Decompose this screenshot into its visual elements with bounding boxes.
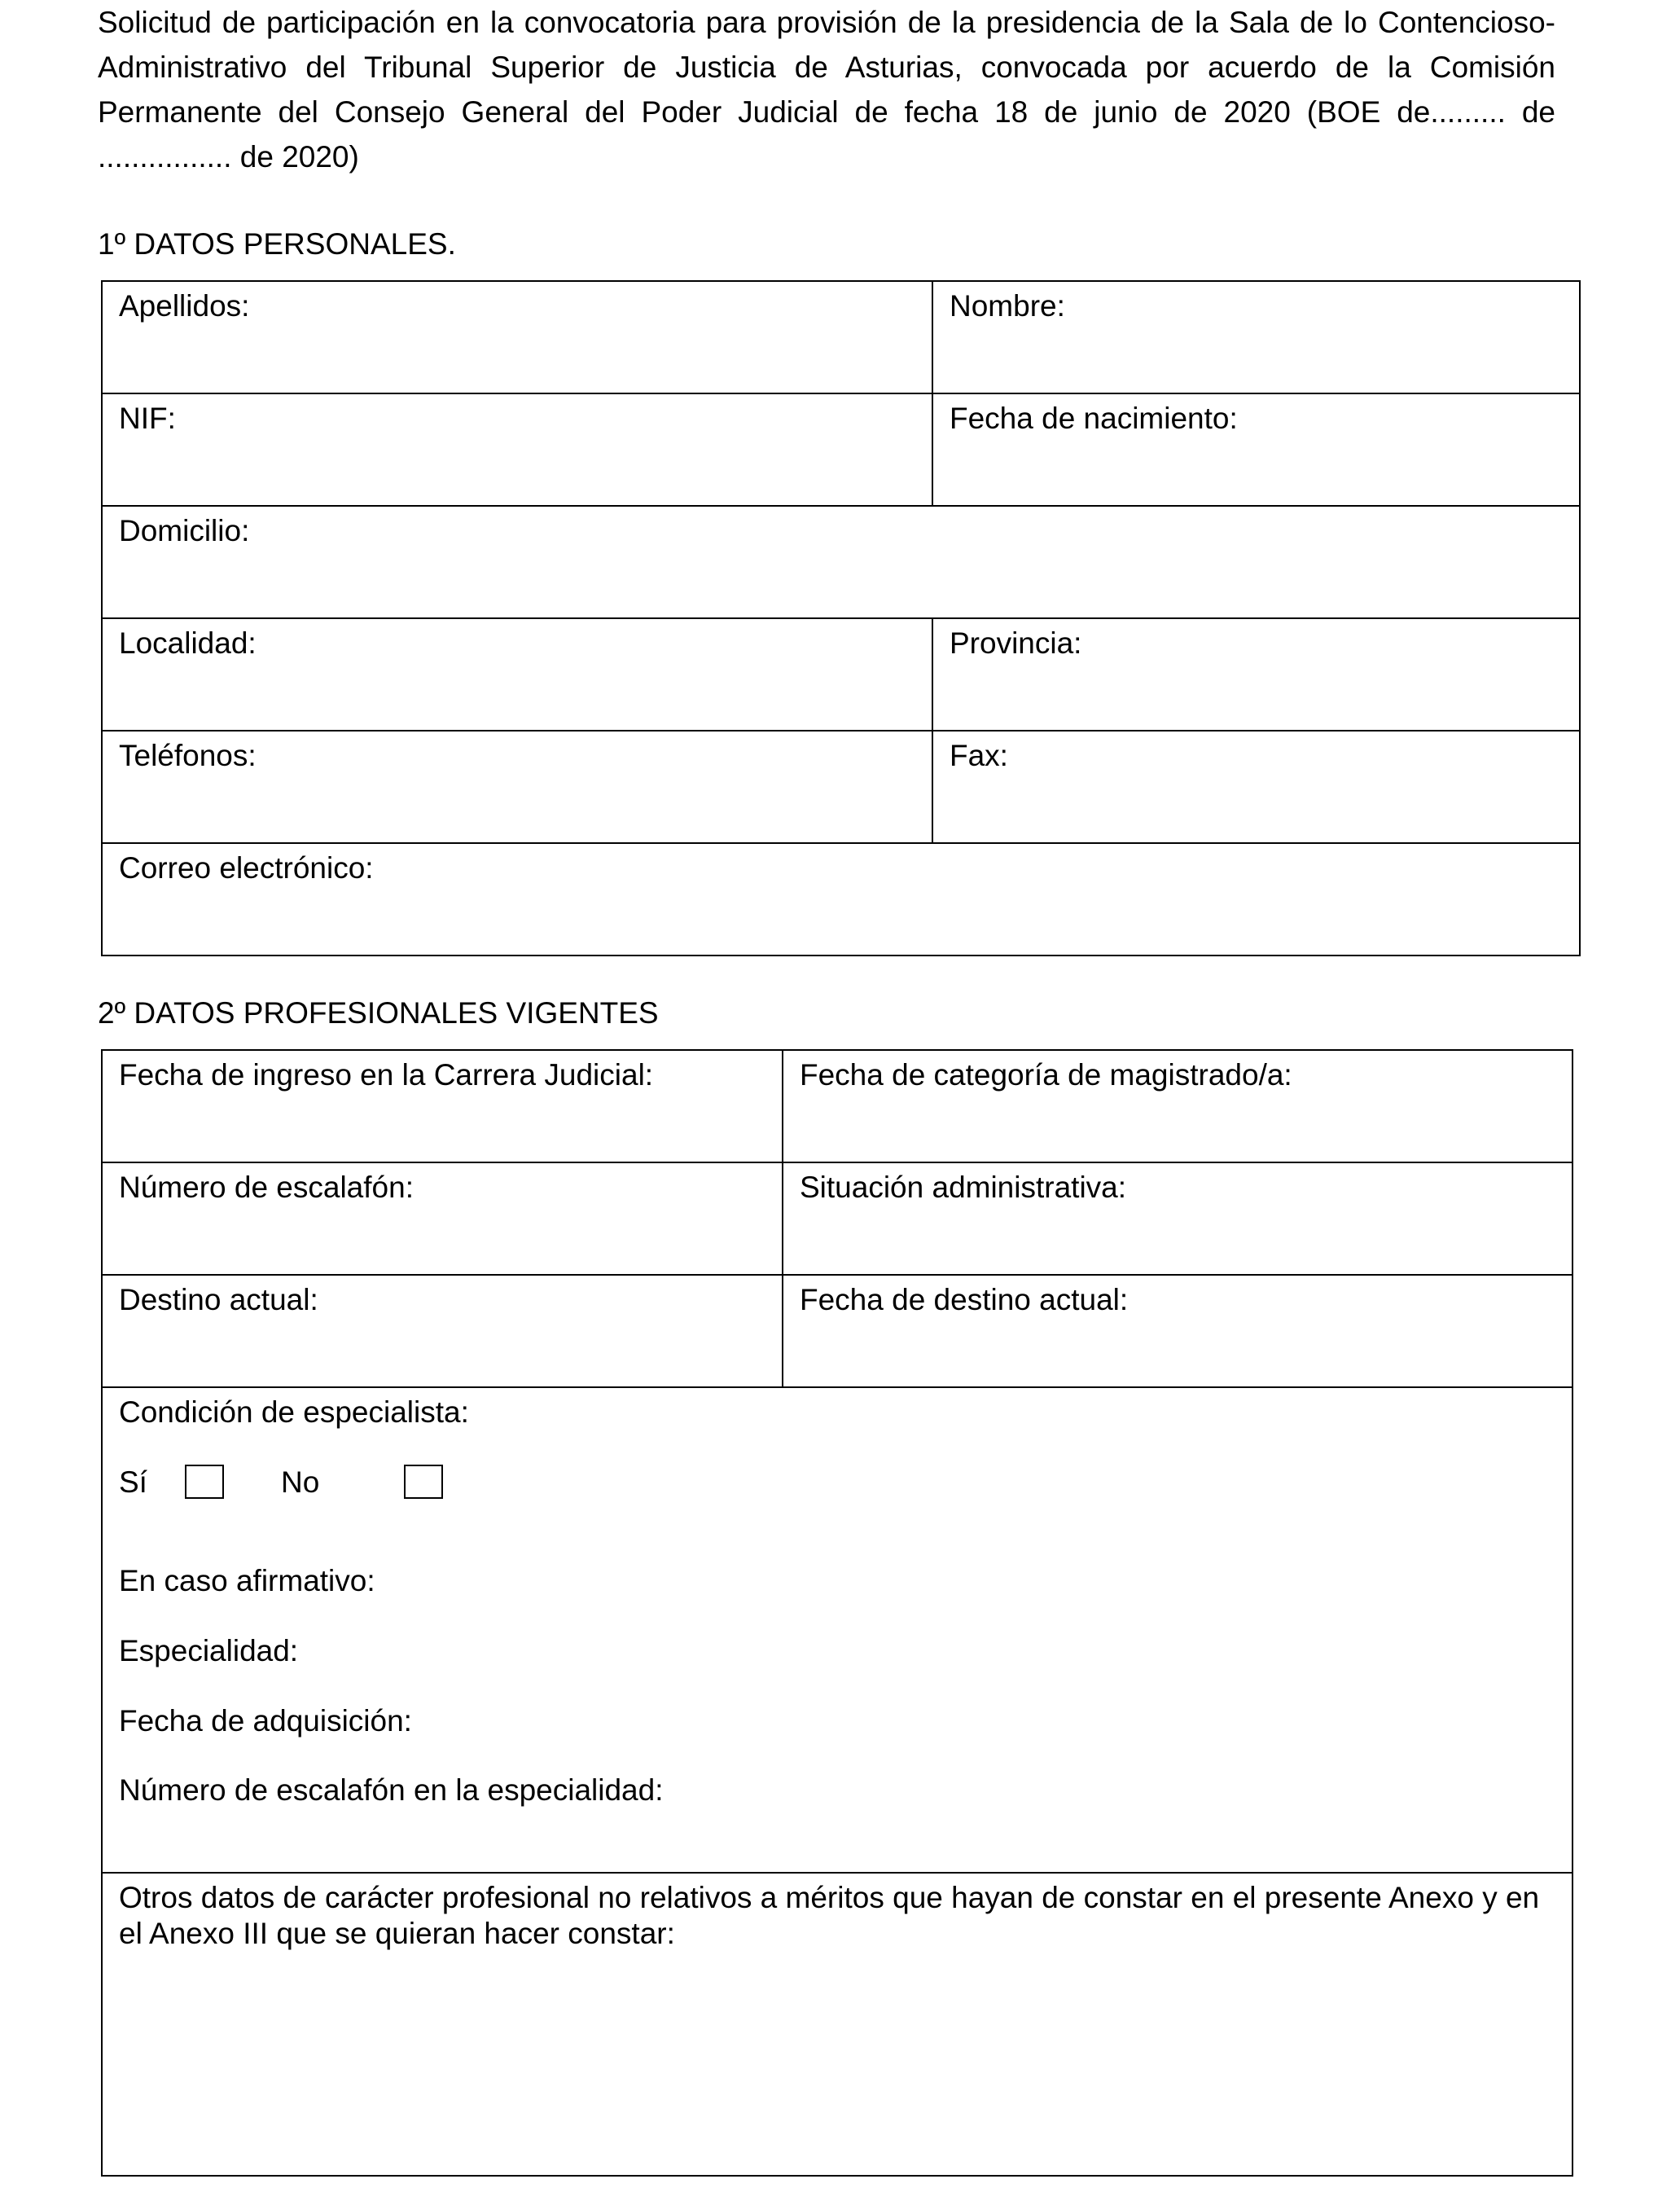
fecha-ingreso-field[interactable]	[102, 1050, 783, 1162]
no-checkbox[interactable]	[404, 1465, 443, 1499]
section-1-title: 1º DATOS PERSONALES.	[98, 227, 456, 261]
fecha-nacimiento-label: Fecha de nacimiento:	[950, 402, 1238, 435]
domicilio-label: Domicilio:	[119, 514, 250, 547]
localidad-label: Localidad:	[119, 626, 257, 660]
provincia-field[interactable]	[932, 618, 1580, 731]
section-2-title: 2º DATOS PROFESIONALES VIGENTES	[98, 996, 659, 1030]
correo-field[interactable]	[102, 843, 1580, 956]
si-label: Sí	[119, 1465, 147, 1499]
otros-datos-field[interactable]	[102, 1873, 1573, 2176]
telefonos-field[interactable]	[102, 731, 932, 843]
especialidad-label[interactable]: Especialidad:	[119, 1633, 299, 1667]
fax-label: Fax:	[950, 739, 1008, 772]
fecha-destino-label: Fecha de destino actual:	[800, 1283, 1129, 1316]
professional-data-table	[101, 1049, 1573, 2177]
fecha-destino-field[interactable]	[783, 1275, 1573, 1387]
correo-label: Correo electrónico:	[119, 851, 374, 885]
situacion-field[interactable]	[783, 1162, 1573, 1275]
personal-data-table	[101, 280, 1581, 956]
telefonos-label: Teléfonos:	[119, 739, 257, 772]
fecha-nacimiento-field[interactable]	[932, 393, 1580, 506]
otros-datos-label: Otros datos de carácter profesional no relativos a méritos que hayan de constar en el presente Anexo y en el Anexo III que se quieran hacer constar:	[119, 1881, 1540, 1950]
especialista-options	[119, 1465, 1555, 1500]
numero-escalafon-field[interactable]	[102, 1162, 783, 1275]
destino-actual-label: Destino actual:	[119, 1283, 318, 1316]
fecha-ingreso-label: Fecha de ingreso en la Carrera Judicial:	[119, 1058, 654, 1092]
fecha-adquisicion-label[interactable]: Fecha de adquisición:	[119, 1703, 412, 1738]
domicilio-field[interactable]	[102, 506, 1580, 618]
nombre-field[interactable]	[932, 281, 1580, 393]
destino-actual-field[interactable]	[102, 1275, 783, 1387]
condicion-especialista-label: Condición de especialista:	[119, 1395, 469, 1429]
situacion-label: Situación administrativa:	[800, 1171, 1127, 1204]
provincia-label: Provincia:	[950, 626, 1082, 660]
apellidos-field[interactable]	[102, 281, 932, 393]
caso-afirmativo-label: En caso afirmativo:	[119, 1564, 375, 1598]
intro-paragraph: Solicitud de participación en la convocatoria para provisión de la presidencia de la Sala de lo Contencioso-Administrativo del Tribunal Superior de Justicia de Asturias, convocada por acuerdo de la Comisión Permanente del Consejo General del Poder Judicial de fecha 18 de junio de 2020 (BOE de......... de ................ de 2020)	[98, 6, 1555, 174]
no-label: No	[280, 1465, 320, 1499]
fax-field[interactable]	[932, 731, 1580, 843]
fecha-categoria-field[interactable]	[783, 1050, 1573, 1162]
nif-label: NIF:	[119, 402, 176, 435]
apellidos-label: Apellidos:	[119, 289, 250, 323]
numero-escalafon-label: Número de escalafón:	[119, 1171, 414, 1204]
especialista-cell	[102, 1387, 1573, 1873]
fecha-categoria-label: Fecha de categoría de magistrado/a:	[800, 1058, 1292, 1092]
localidad-field[interactable]	[102, 618, 932, 731]
nombre-label: Nombre:	[950, 289, 1065, 323]
nif-field[interactable]	[102, 393, 932, 506]
si-checkbox[interactable]	[185, 1465, 224, 1499]
numero-escalafon-especialidad-label[interactable]: Número de escalafón en la especialidad:	[119, 1773, 664, 1808]
